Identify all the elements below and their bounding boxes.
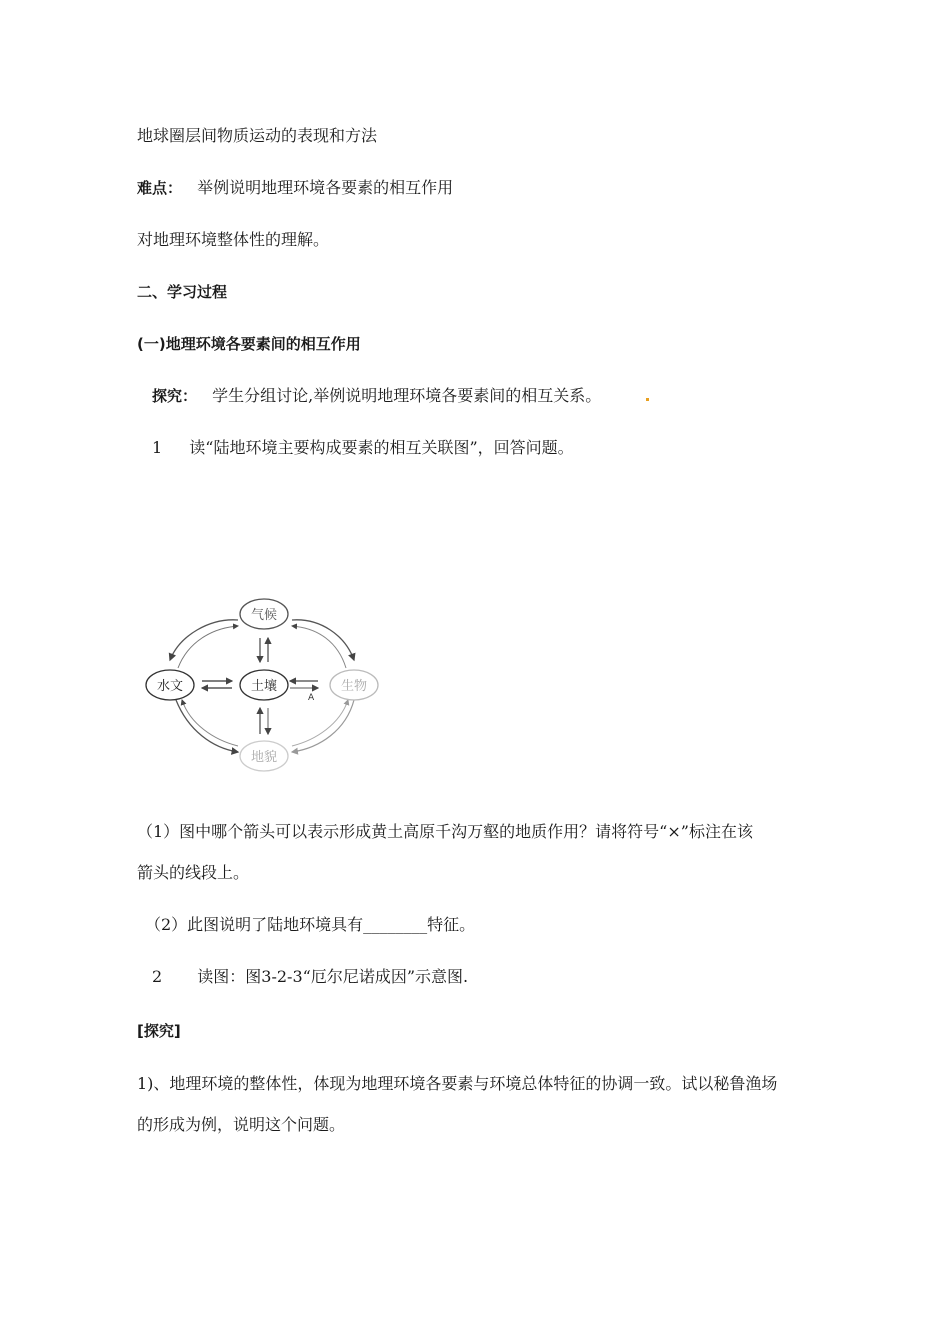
question-1-part-1-line-1: （1）图中哪个箭头可以表示形成黄土高原千沟万壑的地质作用？请将符号“×”标注在该: [137, 822, 753, 841]
arrow-hydrology-to-climate: [178, 626, 238, 668]
explore-text: 学生分组讨论,举例说明地理环境各要素间的相互关系。: [212, 386, 602, 405]
land-environment-diagram: [140, 590, 390, 780]
explore-heading: [探究]: [137, 1022, 181, 1040]
arrow-biology-to-climate: [292, 626, 346, 668]
question-1-part-1-line-2: 箭头的线段上。: [137, 863, 250, 882]
subsection-heading: (一)地理环境各要素间的相互作用: [137, 335, 361, 353]
paragraph-1-line-1: 1)、地理环境的整体性，体现为地理环境各要素与环境总体特征的协调一致。试以秘鲁渔场: [137, 1074, 778, 1093]
node-landform-label: 地貌: [250, 750, 278, 765]
explore-label: 探究：: [152, 387, 198, 405]
explore-line: [152, 386, 601, 406]
question-1-text: 读“陆地环境主要构成要素的相互关联图”，回答问题。: [189, 438, 574, 457]
node-soil-label: 土壤: [250, 679, 278, 694]
difficulty-text: 举例说明地理环境各要素的相互作用: [197, 178, 454, 197]
section-heading: 二、学习过程: [137, 283, 228, 301]
orange-dot: [646, 398, 649, 401]
arrow-landform-to-biology: [292, 700, 348, 746]
text-line-1: 地球圈层间物质运动的表现和方法: [137, 126, 378, 145]
difficulty-line: [137, 178, 453, 198]
arrow-landform-to-hydrology: [182, 700, 238, 746]
question-2-text: 读图：图3-2-3“厄尔尼诺成因”示意图.: [197, 967, 469, 986]
question-1-part-2: （2）此图说明了陆地环境具有________特征。: [145, 915, 476, 934]
paragraph-1-line-2: 的形成为例，说明这个问题。: [137, 1115, 346, 1134]
question-1-number: 1: [152, 438, 163, 457]
arrow-label-a: A: [308, 693, 315, 703]
arrow-climate-to-biology: [292, 620, 354, 660]
question-2-number: 2: [152, 967, 163, 986]
arrow-climate-to-hydrology: [170, 620, 238, 660]
question-2: [152, 967, 468, 987]
node-hydrology-label: 水文: [156, 679, 184, 694]
node-biology-label: 生物: [340, 679, 368, 694]
question-1: [152, 438, 574, 458]
text-line-3: 对地理环境整体性的理解。: [137, 230, 330, 249]
difficulty-label: 难点：: [137, 179, 183, 197]
node-climate-label: 气候: [250, 608, 278, 623]
